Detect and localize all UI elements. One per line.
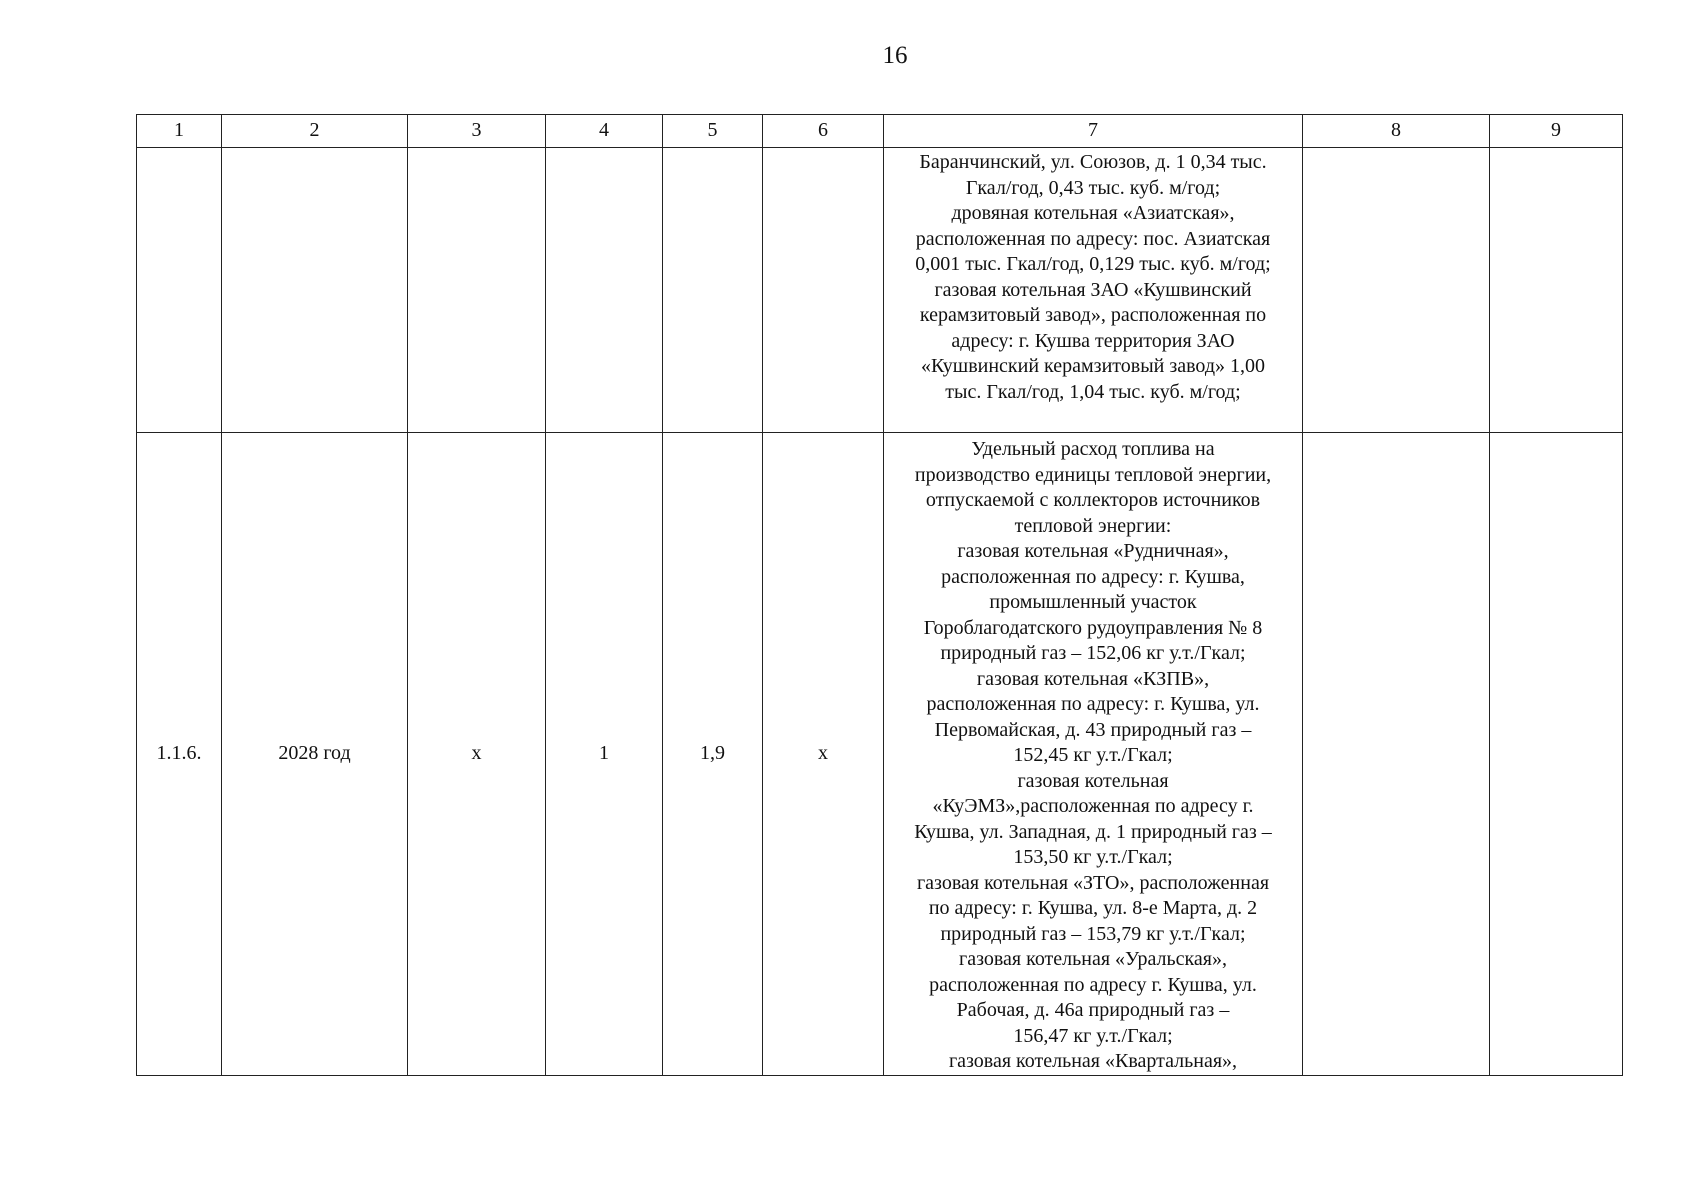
description-line: расположенная по адресу: пос. Азиатская <box>915 227 1271 250</box>
description-line: Баранчинский, ул. Союзов, д. 1 0,34 тыс. <box>919 151 1267 173</box>
description-line: расположенная по адресу: г. Кушва, ул. <box>926 693 1260 715</box>
description-line: керамзитовый завод», расположенная по <box>919 304 1267 326</box>
header-cell: 6 <box>763 115 884 148</box>
header-cell: 2 <box>222 115 408 148</box>
year-cell: 2028 год <box>222 433 408 1076</box>
table-cell: 1,9 <box>663 433 763 1076</box>
description-line: Первомайская, д. 43 природный газ – <box>934 718 1252 741</box>
description-line: Гороблагодатского рудоуправления № 8 <box>923 616 1263 639</box>
description-line: промышленный участок <box>989 591 1197 613</box>
header-cell: 7 <box>884 115 1303 148</box>
description-line: по адресу: г. Кушва, ул. 8-е Марта, д. 2 <box>928 897 1258 919</box>
header-cell: 8 <box>1303 115 1490 148</box>
description-line: отпускаемой с коллекторов источников <box>925 489 1261 511</box>
description-line: тыс. Гкал/год, 1,04 тыс. куб. м/год; <box>945 380 1241 403</box>
table-cell: х <box>763 433 884 1076</box>
table-cell <box>1490 433 1623 1076</box>
header-cell: 9 <box>1490 115 1623 148</box>
table-row <box>137 148 1623 433</box>
description-cell <box>884 148 1303 433</box>
description-line: 153,50 кг у.т./Гкал; <box>1013 846 1173 868</box>
table-cell <box>1490 148 1623 433</box>
description-line: производство единицы тепловой энергии, <box>914 463 1272 486</box>
description-line: газовая котельная <box>1017 769 1169 792</box>
header-cell: 4 <box>546 115 663 148</box>
table-cell <box>663 148 763 433</box>
data-table <box>136 114 1623 1076</box>
description-cell <box>884 433 1303 1076</box>
header-cell: 1 <box>137 115 222 148</box>
description-line: 156,47 кг у.т./Гкал; <box>1013 1024 1173 1047</box>
description-line: дровяная котельная «Азиатская», <box>951 202 1235 224</box>
description-line: газовая котельная «Квартальная», <box>948 1050 1238 1072</box>
header-cell: 5 <box>663 115 763 148</box>
table-cell: 1 <box>546 433 663 1076</box>
page-number: 16 <box>882 42 908 69</box>
description-line: 0,001 тыс. Гкал/год, 0,129 тыс. куб. м/год; <box>915 253 1271 275</box>
table-cell <box>408 148 546 433</box>
header-row <box>137 115 1623 148</box>
description-line: газовая котельная «Уральская», <box>959 948 1227 970</box>
description-line: природный газ – 153,79 кг у.т./Гкал; <box>940 922 1246 945</box>
description-line: «КуЭМЗ»,расположенная по адресу г. <box>932 795 1254 817</box>
description-line: адресу: г. Кушва территория ЗАО <box>951 329 1235 352</box>
description-line: 152,45 кг у.т./Гкал; <box>1013 744 1173 766</box>
description-line: Кушва, ул. Западная, д. 1 природный газ – <box>914 820 1272 843</box>
description-line: тепловой энергии: <box>1014 514 1172 537</box>
table-cell <box>1303 433 1490 1076</box>
header-cell: 3 <box>408 115 546 148</box>
description-line: газовая котельная «Рудничная», <box>957 540 1229 562</box>
table-cell <box>222 148 408 433</box>
description-line: Рабочая, д. 46а природный газ – <box>956 999 1230 1021</box>
description-line: газовая котельная «ЗТО», расположенная <box>916 871 1270 894</box>
description-line: «Кушвинский керамзитовый завод» 1,00 <box>920 355 1266 377</box>
table-cell: х <box>408 433 546 1076</box>
table-row <box>137 433 1623 1076</box>
item-number-cell: 1.1.6. <box>137 433 222 1076</box>
table-cell <box>763 148 884 433</box>
description-line: газовая котельная «КЗПВ», <box>976 667 1210 690</box>
table-cell <box>546 148 663 433</box>
description-line: Удельный расход топлива на <box>971 438 1215 460</box>
table-cell <box>137 148 222 433</box>
description-line: расположенная по адресу: г. Кушва, <box>941 565 1245 588</box>
table-cell <box>1303 148 1490 433</box>
description-line: расположенная по адресу г. Кушва, ул. <box>929 973 1257 996</box>
description-line: природный газ – 152,06 кг у.т./Гкал; <box>940 642 1246 664</box>
description-line: Гкал/год, 0,43 тыс. куб. м/год; <box>965 176 1221 199</box>
description-line: газовая котельная ЗАО «Кушвинский <box>934 278 1252 301</box>
